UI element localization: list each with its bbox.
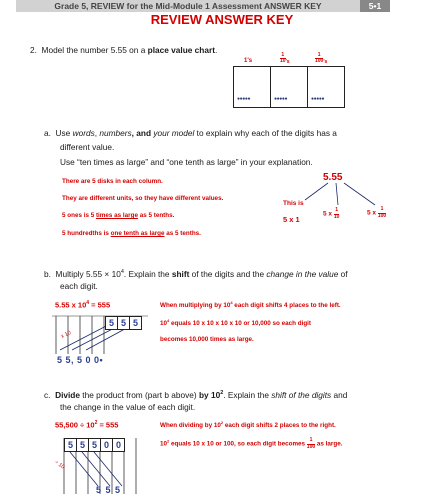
pv-header-ones: 1's [244,58,253,64]
qa-l1a: Use [55,128,73,138]
qc-note-1b: each digit shifts 2 places to the right. [223,422,336,430]
qb-eq-b: = 555 [89,300,111,310]
qb-line2: each digit. [60,281,98,291]
qc-label: c. [44,389,51,400]
qc-l1d: . Explain the [223,389,272,400]
qb-note-1a: When multiplying by 10 [160,302,231,310]
q2-text-bold: place value chart [147,45,215,55]
qa-note-3 [62,212,174,219]
tree-line-tenths [336,183,338,205]
q2-text-post: . [214,45,218,55]
pv-tenths-suffix: 's [285,59,290,65]
qb-top-digit: 5 [105,316,118,330]
qc-div10-label: ÷ 10 [53,459,66,471]
qa-line2: different value. [60,142,115,152]
qc-note-2-frac-num: 1 [307,438,315,445]
qc-eq-b: = 555 [97,420,119,430]
qc-top-digit: 5 [88,438,101,452]
qb-note-1-exp: 4 [230,300,233,305]
qb-top-digit: 5 [129,316,142,330]
qc-note-2b: equals 10 x 10 or 100, so each digit becomes [169,440,307,448]
pv-tenths-den: 10 [280,58,286,65]
qb-note-2 [160,318,311,327]
qa-note-4a: 5 hundredths is [62,230,111,237]
pv-column-hundredths [308,67,344,107]
qa-note-1: There are 5 disks in each column. [62,178,163,185]
disks-tenths: ●●●●● [274,96,288,102]
qc-note-2-frac-den: 100 [306,443,316,450]
qb-note-3: becomes 10,000 times as large. [160,336,254,343]
qb-equation [55,300,110,310]
tree-this-is: This is [283,200,304,207]
qb-result-dot: • [99,355,104,365]
q2-prompt [30,44,217,56]
qb-l1e: change in the value [266,268,339,279]
tree-line-ones [305,183,328,200]
qb-l1-exp: 4 [120,269,124,275]
qc-note-2-exp: 2 [167,438,170,444]
qc-eq-a: 55,500 ÷ 10 [55,420,95,430]
tree-five-hundredths [367,207,386,219]
qb-l1f: of [338,268,348,279]
tree-f2-num: 1 [378,207,386,214]
qc-l1f: and [331,389,348,400]
qb-l1b: . Explain the [123,268,172,279]
qc-l1b: the product from (part b above) [80,389,199,400]
doc-title: REVIEW ANSWER KEY [150,12,294,27]
qc-line2: the change in the value of each digit. [60,402,196,412]
qa-l1c: , [94,128,100,138]
qa-note-4b: one tenth as large [110,230,165,237]
qc-l1c: by 10 [198,389,221,400]
qb-eq-a: 5.55 x 10 [55,300,87,310]
tree-f2-den: 100 [377,212,387,219]
qc-shift-arrow [94,452,122,486]
tree-line-hundredths [344,183,375,205]
tree-five-x-a: 5 x [323,210,333,218]
qc-note-2 [160,438,342,450]
qa-prompt [44,127,384,139]
pv-column-ones [234,67,271,107]
qb-note-2-exp: 4 [167,318,170,323]
qa-note-2: They are different units, so they have different values. [62,195,224,202]
qc-top-digit: 0 [100,438,113,452]
qa-note-3b: times as large [95,212,138,219]
qb-prompt [44,266,404,280]
tree-f1-num: 1 [335,207,339,213]
qc-note-1a: When dividing by 10 [160,422,221,430]
qa-note-4 [62,230,201,237]
place-value-chart [233,66,345,108]
qb-x10-label: x 10 [60,330,73,340]
qa-l1d: numbers [99,128,132,138]
tree-five-ones: 5 x 1 [283,215,300,224]
qc-result-digits: 5 5 5 [96,485,122,495]
qa-l1e: , and [131,128,154,138]
qa-line3: Use “ten times as large” and “one tenth as large” in your explanation. [60,157,313,167]
tree-number: 5.55 [323,172,343,183]
qc-l1-exp: 2 [220,390,224,396]
qc-l1a: Divide [55,389,80,400]
qa-note-4c: as 5 tenths. [164,230,201,237]
q2-number: 2. [30,45,37,55]
qb-result-text: 5 5, 5 0 0 [57,355,100,365]
qb-label: b. [44,268,51,279]
disks-hundredths: ●●●●● [311,96,325,102]
qc-eq-exp: 2 [94,420,98,426]
qa-note-3a: 5 ones is 5 [62,212,96,219]
qc-shift-arrow [82,452,110,486]
qb-note-1b: each digit shifts 4 places to the left. [232,302,341,310]
qc-note-2c: as large. [315,440,343,448]
qa-note-3c: as 5 tenths. [137,212,175,219]
pv-hundredths-num: 1 [315,53,323,60]
qb-l1c: shift [171,268,190,279]
qc-top-digit: 5 [76,438,89,452]
qb-top-digit: 5 [117,316,130,330]
qb-note-2a: 10 [160,320,168,328]
qc-l1e: shift of the digits [271,389,332,400]
module-badge: 5•1 [360,0,390,12]
qa-label: a. [44,128,51,138]
pv-hundredths-den: 100 [315,58,324,65]
disks-ones: ●●●●● [237,96,251,102]
tree-five-x-b: 5 x [367,209,377,217]
qc-note-2a: 10 [160,440,168,448]
qb-result-digits [57,355,103,365]
qb-l1d: of the digits and the [189,268,267,279]
qa-l1g: to explain why each of the digits has a [194,128,337,138]
qc-top-digit: 5 [64,438,77,452]
pv-hundredths-suffix: 's [323,59,328,65]
qb-l1a: Multiply 5.55 × 10 [55,268,121,279]
pv-tenths-num: 1 [281,51,285,58]
page-header: Grade 5, REVIEW for the Mid-Module 1 Assessment ANSWER KEY [16,0,360,12]
tree-f1-den: 10 [333,213,340,220]
qc-shift-arrow [70,452,98,486]
tree-five-tenths [323,208,339,220]
q2-text-pre: Model the number 5.55 on a [41,45,148,55]
qc-prompt [44,387,404,401]
qc-equation [55,420,118,430]
qa-l1f: your model [153,128,195,138]
qc-note-1 [160,420,336,429]
pv-column-tenths [271,67,308,107]
qb-note-1 [160,300,341,309]
qc-note-1-exp: 2 [220,420,224,425]
qa-l1b: words [72,128,95,138]
qc-top-digit: 0 [112,438,125,452]
qb-eq-exp: 4 [86,300,90,306]
qb-note-2b: equals 10 x 10 x 10 x 10 or 10,000 so each digit [169,320,312,328]
